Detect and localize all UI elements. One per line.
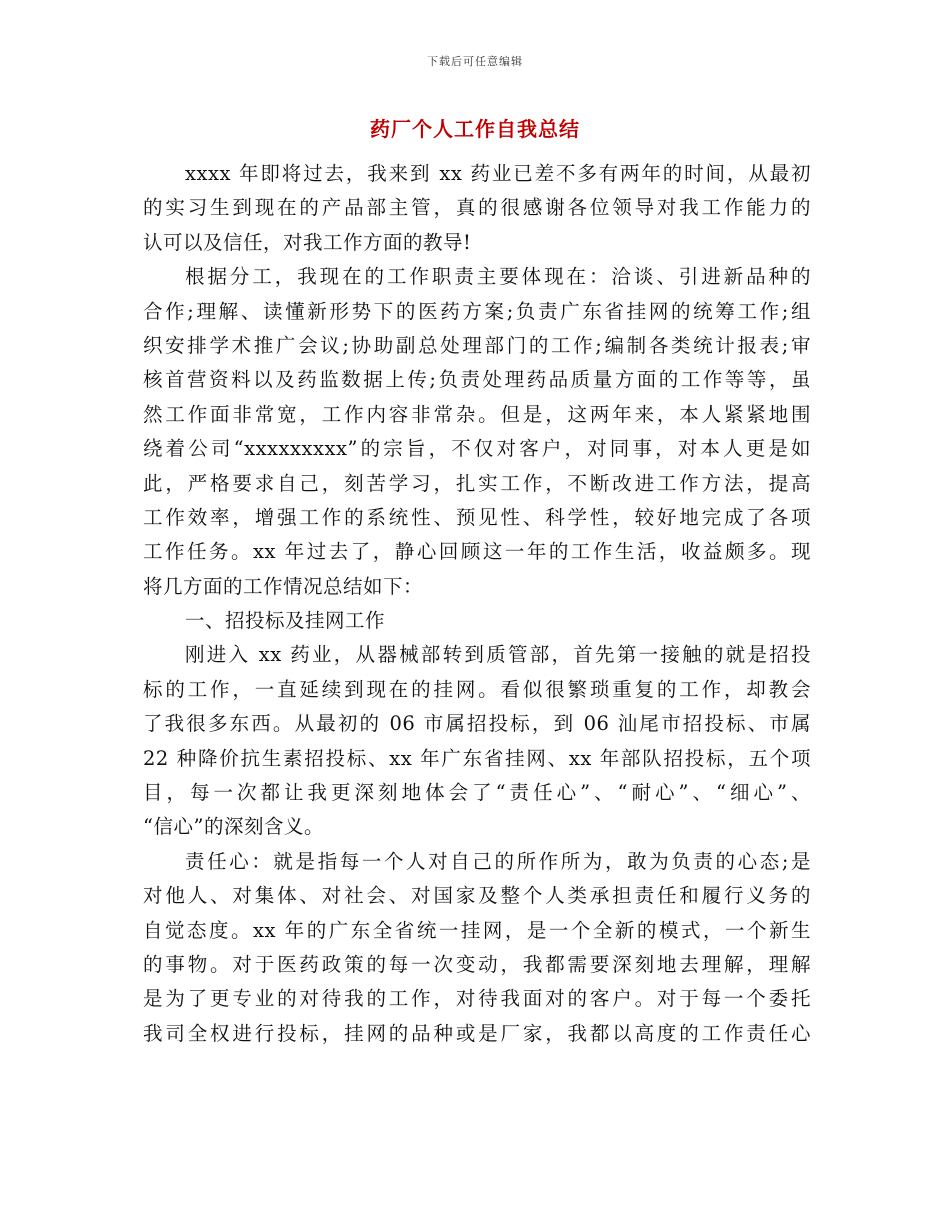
document-body — [143, 157, 811, 1051]
paragraph — [143, 845, 811, 1051]
text-line: 了我很多东西。从最初的 06 市属招投标，到 06 汕尾市招投标、市属 — [143, 712, 811, 736]
text-line: 标的工作，一直延续到现在的挂网。看似很繁琐重复的工作，却教会 — [143, 677, 811, 701]
document-title: 药厂个人工作自我总结 — [370, 117, 580, 141]
paragraph — [143, 157, 811, 260]
paragraph — [143, 638, 811, 844]
text-line: 然工作面非常宽，工作内容非常杂。但是，这两年来，本人紧紧地围 — [143, 402, 811, 426]
text-line: 的实习生到现在的产品部主管，真的很感谢各位领导对我工作能力的 — [143, 196, 811, 220]
text-line: 我司全权进行投标，挂网的品种或是厂家，我都以高度的工作责任心 — [143, 1021, 811, 1045]
text-line: 合作;理解、读懂新形势下的医药方案;负责广东省挂网的统筹工作;组 — [143, 299, 811, 323]
text-line: 的事物。对于医药政策的每一次变动，我都需要深刻地去理解，理解 — [143, 952, 811, 976]
text-line: 根据分工，我现在的工作职责主要体现在：洽谈、引进新品种的 — [185, 265, 811, 289]
text-line: 自觉态度。xx 年的广东全省统一挂网，是一个全新的模式，一个新生 — [143, 918, 811, 942]
text-line: 22 种降价抗生素招投标、xx 年广东省挂网、xx 年部队招投标，五个项 — [143, 746, 811, 770]
section-heading-text: 一、招投标及挂网工作 — [185, 609, 386, 633]
text-line: 对他人、对集体、对社会、对国家及整个人类承担责任和履行义务的 — [143, 884, 811, 908]
text-line: 刚进入 xx 药业，从器械部转到质管部，首先第一接触的就是招投 — [185, 643, 811, 667]
text-line: 将几方面的工作情况总结如下： — [143, 574, 424, 598]
text-line: xxxx 年即将过去，我来到 xx 药业已差不多有两年的时间，从最初 — [185, 162, 811, 185]
text-line: 认可以及信任，对我工作方面的教导! — [143, 230, 472, 254]
text-line: 目，每一次都让我更深刻地体会了“责任心”、“耐心”、“细心”、 — [143, 781, 811, 805]
header-note: 下载后可任意编辑 — [427, 55, 523, 68]
text-line: 责任心：就是指每一个人对自己的所作所为，敢为负责的心态;是 — [185, 849, 811, 873]
text-line: 此，严格要求自己，刻苦学习，扎实工作，不断改进工作方法，提高 — [143, 471, 811, 495]
text-line: 绕着公司“xxxxxxxxx”的宗旨，不仅对客户，对同事，对本人更是如 — [143, 437, 811, 461]
text-line: 工作效率，增强工作的系统性、预见性、科学性，较好地完成了各项 — [143, 505, 811, 529]
text-line: 织安排学术推广会议;协助副总处理部门的工作;编制各类统计报表;审 — [143, 333, 811, 357]
text-line: 核首营资料以及药监数据上传;负责处理药品质量方面的工作等等，虽 — [143, 368, 811, 392]
text-line: 工作任务。xx 年过去了，静心回顾这一年的工作生活，收益颇多。现 — [143, 540, 811, 564]
paragraph — [143, 260, 811, 604]
text-line: 是为了更专业的对待我的工作，对待我面对的客户。对于每一个委托 — [143, 987, 811, 1011]
section-heading — [143, 604, 811, 638]
text-line: “信心”的深刻含义。 — [143, 815, 324, 839]
